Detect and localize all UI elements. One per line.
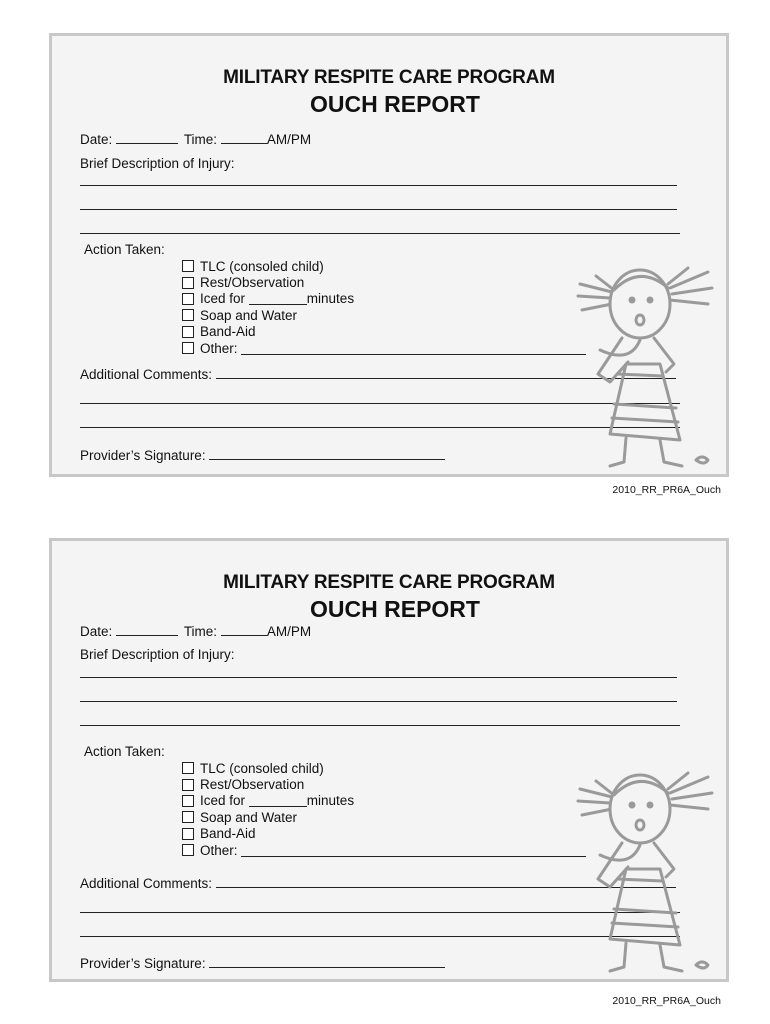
description-line-3[interactable]	[80, 233, 680, 234]
checkbox[interactable]	[182, 260, 194, 272]
option-other	[182, 340, 586, 356]
date-field[interactable]	[116, 623, 178, 636]
action-options	[182, 258, 586, 356]
option-suffix: minutes	[306, 793, 355, 809]
form-code: 2010_RR_PR6A_Ouch	[612, 484, 721, 496]
comments-label: Additional Comments:	[80, 876, 213, 891]
option-tlc	[182, 760, 586, 776]
option-bandaid	[182, 826, 586, 842]
checkbox[interactable]	[182, 811, 194, 823]
option-label: TLC (consoled child)	[200, 258, 324, 274]
description-line-3[interactable]	[80, 725, 680, 726]
date-label: Date:	[80, 132, 113, 147]
checkbox[interactable]	[182, 828, 194, 840]
option-iced	[182, 793, 586, 809]
action-taken-label: Action Taken:	[84, 242, 165, 257]
program-title: MILITARY RESPITE CARE PROGRAM	[223, 572, 555, 593]
option-label: Soap and Water	[200, 307, 298, 323]
time-field[interactable]	[221, 131, 267, 144]
iced-minutes-field[interactable]	[249, 292, 307, 305]
action-options	[182, 760, 586, 858]
option-soap	[182, 809, 586, 825]
option-iced	[182, 291, 586, 307]
description-label: Brief Description of Injury:	[80, 647, 235, 662]
option-label: Rest/Observation	[200, 777, 305, 793]
description-line-1[interactable]	[80, 677, 677, 678]
comments-label: Additional Comments:	[80, 367, 213, 382]
checkbox[interactable]	[182, 342, 194, 354]
option-label: Soap and Water	[200, 809, 298, 825]
signature-row	[80, 955, 445, 971]
description-label: Brief Description of Injury:	[80, 156, 235, 171]
option-label: Other:	[200, 842, 238, 858]
time-label: Time:	[183, 624, 218, 639]
checkbox[interactable]	[182, 795, 194, 807]
time-label: Time:	[183, 132, 218, 147]
option-soap	[182, 307, 586, 323]
ampm-label: AM/PM	[266, 132, 312, 147]
other-field[interactable]	[241, 342, 586, 355]
signature-label: Provider’s Signature:	[80, 956, 206, 971]
date-time-row	[80, 131, 311, 147]
option-label: Iced for	[200, 793, 246, 809]
signature-row	[80, 447, 445, 463]
checkbox[interactable]	[182, 844, 194, 856]
signature-label: Provider’s Signature:	[80, 448, 206, 463]
option-suffix: minutes	[306, 291, 355, 307]
program-title: MILITARY RESPITE CARE PROGRAM	[223, 67, 555, 88]
ampm-label: AM/PM	[266, 624, 312, 639]
checkbox[interactable]	[182, 293, 194, 305]
option-label: TLC (consoled child)	[200, 760, 324, 776]
option-other	[182, 842, 586, 858]
checkbox[interactable]	[182, 326, 194, 338]
option-label: Band-Aid	[200, 826, 256, 842]
iced-minutes-field[interactable]	[249, 794, 307, 807]
option-rest	[182, 776, 586, 792]
option-tlc	[182, 258, 586, 274]
signature-field[interactable]	[209, 447, 445, 460]
report-title: OUCH REPORT	[310, 91, 480, 117]
injured-child-illustration	[570, 759, 725, 979]
report-title: OUCH REPORT	[310, 596, 480, 622]
other-field[interactable]	[241, 844, 586, 857]
time-field[interactable]	[221, 623, 267, 636]
checkbox[interactable]	[182, 779, 194, 791]
signature-field[interactable]	[209, 955, 445, 968]
checkbox[interactable]	[182, 277, 194, 289]
option-label: Iced for	[200, 291, 246, 307]
description-line-2[interactable]	[80, 209, 677, 210]
option-label: Band-Aid	[200, 324, 256, 340]
description-line-1[interactable]	[80, 185, 677, 186]
action-taken-label: Action Taken:	[84, 744, 165, 759]
description-line-2[interactable]	[80, 701, 677, 702]
form-code: 2010_RR_PR6A_Ouch	[612, 995, 721, 1007]
option-label: Other:	[200, 340, 238, 356]
checkbox[interactable]	[182, 762, 194, 774]
ouch-report-form-2	[49, 538, 729, 982]
date-field[interactable]	[116, 131, 178, 144]
date-label: Date:	[80, 624, 113, 639]
option-rest	[182, 274, 586, 290]
ouch-report-form-1	[49, 33, 729, 477]
date-time-row	[80, 623, 311, 639]
option-bandaid	[182, 324, 586, 340]
injured-child-illustration	[570, 254, 725, 474]
checkbox[interactable]	[182, 309, 194, 321]
option-label: Rest/Observation	[200, 275, 305, 291]
